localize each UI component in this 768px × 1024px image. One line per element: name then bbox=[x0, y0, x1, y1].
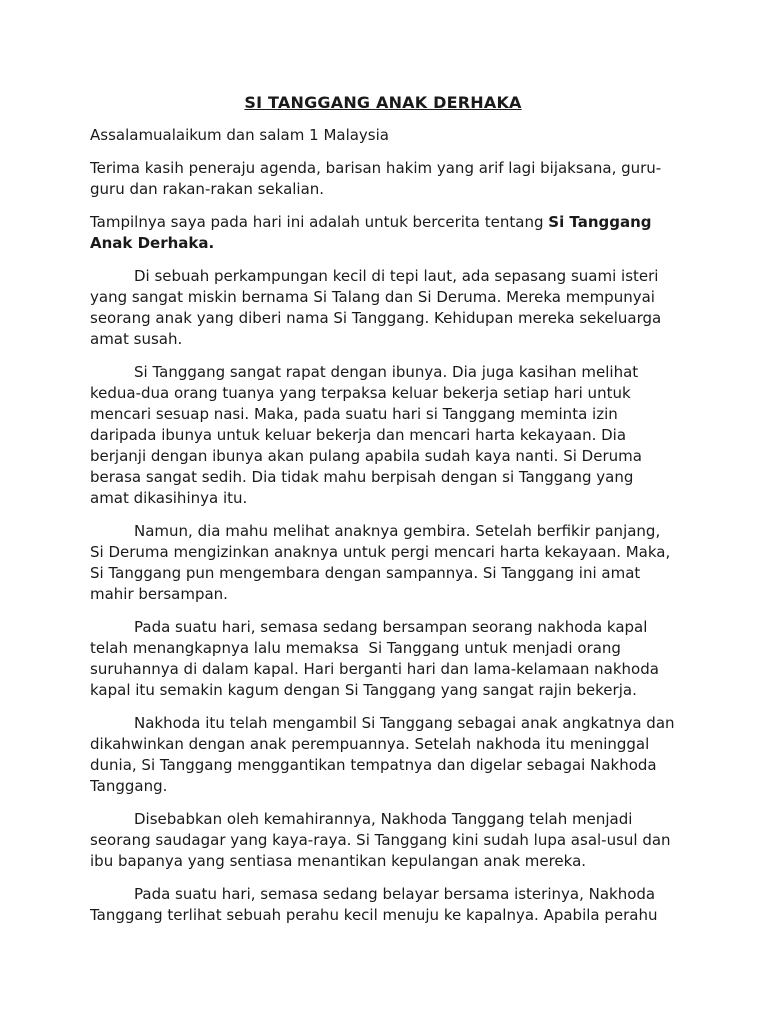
story-paragraph-2: Si Tanggang sangat rapat dengan ibunya. Dia juga kasihan melihat kedua-dua orang tuanya yang terpaksa keluar bekerja setiap hari untuk mencari sesuap nasi. Maka, pada suatu hari si Tanggang meminta izin daripada ibunya untuk keluar bekerja dan mencari harta kekayaan. Dia berjanji dengan ibunya akan pulang apabila sudah kaya nanti. Si Deruma berasa sangat sedih. Dia tidak mahu berpisah dengan si Tanggang yang amat dikasihinya itu. bbox=[90, 363, 647, 507]
story-paragraph-6: Disebabkan oleh kemahirannya, Nakhoda Tanggang telah menjadi seorang saudagar yang kaya-raya. Si Tanggang kini sudah lupa asal-usul dan ibu bapanya yang sentiasa menantikan kepulangan anak mereka. bbox=[90, 810, 676, 870]
story-paragraph-7: Pada suatu hari, semasa sedang belayar bersama isterinya, Nakhoda Tanggang terlihat sebuah perahu kecil menuju ke kapalnya. Apabila perahu bbox=[90, 885, 660, 924]
document-title: SI TANGGANG ANAK DERHAKA bbox=[244, 93, 522, 112]
intro-paragraph bbox=[90, 212, 676, 254]
greeting-paragraph: Assalamualaikum dan salam 1 Malaysia bbox=[90, 126, 389, 144]
thanks-paragraph: Terima kasih peneraju agenda, barisan hakim yang arif lagi bijaksana, guru-guru dan rakan-rakan sekalian. bbox=[90, 159, 662, 198]
story-paragraph-3: Namun, dia mahu melihat anaknya gembira. Setelah berfikir panjang, Si Deruma mengizinkan anaknya untuk pergi mencari harta kekayaan. Maka, Si Tanggang pun mengembara dengan sampannya. Si Tanggang ini amat mahir bersampan. bbox=[90, 522, 676, 603]
story-paragraph-5: Nakhoda itu telah mengambil Si Tanggang sebagai anak angkatnya dan dikahwinkan dengan anak perempuannya. Setelah nakhoda itu meninggal dunia, Si Tanggang menggantikan tempatnya dan digelar sebagai Nakhoda Tanggang. bbox=[90, 714, 680, 795]
story-paragraph-1: Di sebuah perkampungan kecil di tepi laut, ada sepasang suami isteri yang sangat miskin bernama Si Talang dan Si Deruma. Mereka mempunyai seorang anak yang diberi nama Si Tanggang. Kehidupan mereka sekeluarga amat susah. bbox=[90, 267, 667, 348]
intro-story-title: Si Tanggang Anak Derhaka. bbox=[90, 213, 657, 252]
intro-text: Tampilnya saya pada hari ini adalah untuk bercerita tentang bbox=[90, 213, 549, 231]
story-paragraph-4: Pada suatu hari, semasa sedang bersampan seorang nakhoda kapal telah menangkapnya lalu memaksa Si Tanggang untuk menjadi orang suruhannya di dalam kapal. Hari berganti hari dan lama-kelamaan nakhoda kapal itu semakin kagum dengan Si Tanggang yang sangat rajin bekerja. bbox=[90, 618, 664, 699]
